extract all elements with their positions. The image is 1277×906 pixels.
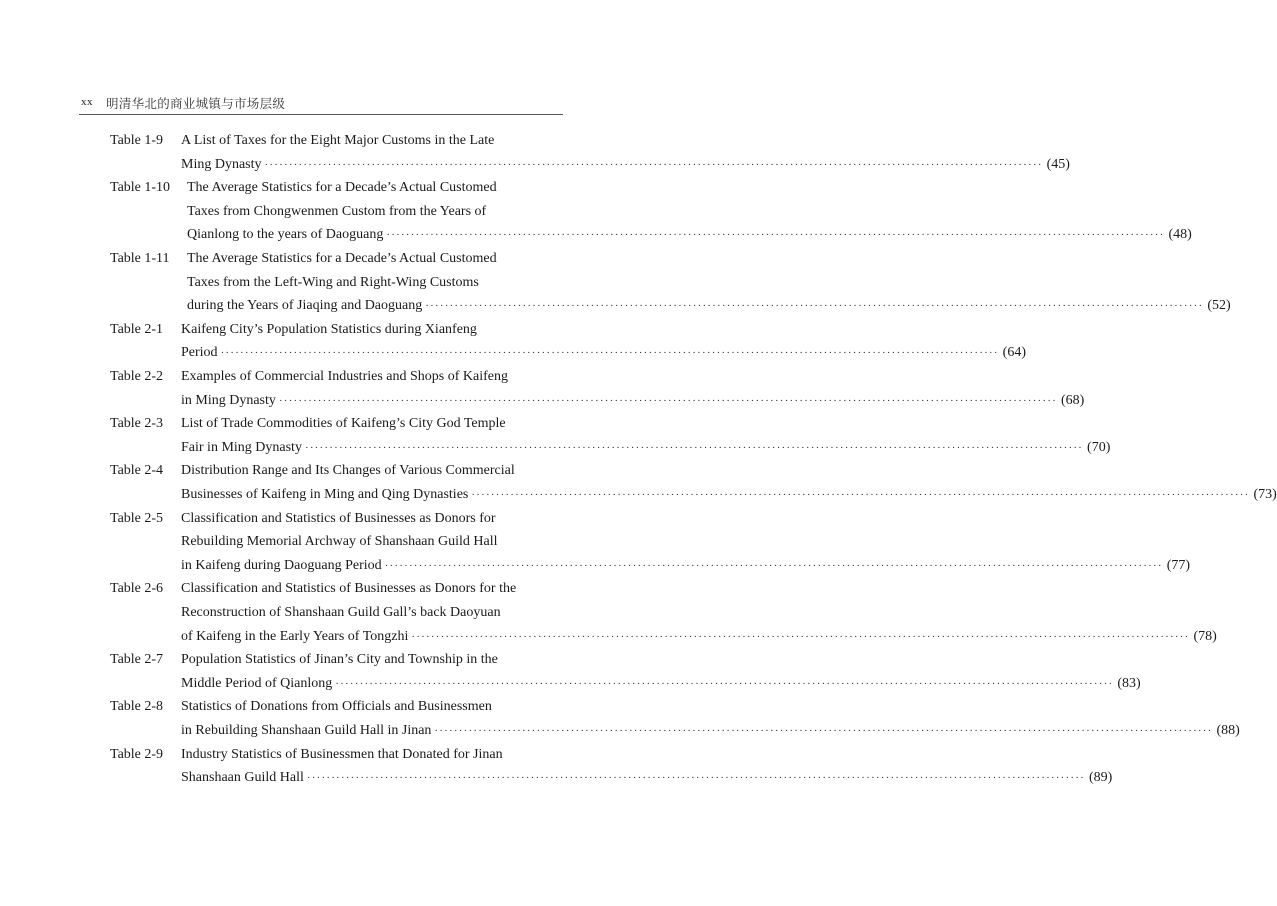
table-title-line: Shanshaan Guild Hall <box>181 770 304 786</box>
dot-leader: ································································································································································ <box>471 489 1250 501</box>
table-title-line: Taxes from Chongwenmen Custom from the Years of <box>187 203 487 219</box>
table-title-line: Distribution Range and Its Changes of Various Commercial <box>181 463 515 479</box>
table-number: Table 2-7 <box>110 652 164 668</box>
table-title-line: The Average Statistics for a Decade’s Actual Customed <box>187 180 497 196</box>
table-number: Table 2-3 <box>110 416 164 432</box>
page-reference: (70) <box>1087 439 1111 455</box>
table-number: Table 2-1 <box>110 321 164 337</box>
page-reference: (83) <box>1117 675 1141 691</box>
table-title-line: Classification and Statistics of Businesses as Donors for <box>181 510 496 526</box>
dot-leader: ································································································································································ <box>220 347 999 360</box>
table-title-line: of Kaifeng in the Early Years of Tongzhi <box>181 628 409 644</box>
dot-leader: ································································································································································ <box>264 158 1043 171</box>
table-title-line: in Kaifeng during Daoguang Period <box>181 557 382 573</box>
table-title-line: Businesses of Kaifeng in Ming and Qing Dynasties <box>181 487 469 502</box>
table-title-line: in Rebuilding Shanshaan Guild Hall in Jinan <box>181 723 432 738</box>
table-title-line: during the Years of Jiaqing and Daoguang <box>187 298 423 314</box>
table-title-line: Taxes from the Left-Wing and Right-Wing Customs <box>187 274 479 290</box>
page-reference: (45) <box>1046 156 1070 172</box>
table-number: Table 2-6 <box>110 581 164 597</box>
table-number: Table 2-9 <box>110 746 164 762</box>
page-number: xx <box>81 96 93 108</box>
table-title-line: Ming Dynasty <box>181 156 262 172</box>
dot-leader: ································································································································································ <box>335 677 1114 690</box>
table-number: Table 2-5 <box>110 510 164 526</box>
table-title-line: Statistics of Donations from Officials and Businessmen <box>181 699 492 715</box>
table-number: Table 1-11 <box>110 251 170 266</box>
table-number: Table 1-9 <box>110 133 164 148</box>
page-reference: (64) <box>1002 345 1026 361</box>
table-title-line: Reconstruction of Shanshaan Guild Gall’s back Daoyuan <box>181 605 501 620</box>
page-reference: (89) <box>1088 770 1113 786</box>
book-title: 明清华北的商业城镇与市场层级 <box>106 96 286 111</box>
dot-leader: ································································································································································ <box>278 394 1057 407</box>
dot-leader: ································································································································································ <box>306 772 1085 785</box>
table-title-line: Industry Statistics of Businessmen that Donated for Jinan <box>181 746 503 762</box>
table-title-line: Kaifeng City’s Population Statistics during Xianfeng <box>181 321 477 337</box>
table-title-line: in Ming Dynasty <box>181 392 276 408</box>
table-title-line: Middle Period of Qianlong <box>181 675 333 691</box>
table-number: Table 2-4 <box>110 463 164 479</box>
table-number: Table 2-2 <box>110 369 164 384</box>
table-title-line: Fair in Ming Dynasty <box>181 439 302 455</box>
table-title-line: The Average Statistics for a Decade’s Actual Customed <box>187 251 497 266</box>
page-reference: (88) <box>1216 723 1240 738</box>
dot-leader: ································································································································································ <box>384 559 1163 572</box>
dot-leader: ································································································································································ <box>411 630 1190 643</box>
table-title-line: List of Trade Commodities of Kaifeng’s City God Temple <box>181 416 506 432</box>
dot-leader: ································································································································································ <box>425 300 1204 313</box>
page-reference: (48) <box>1168 227 1192 243</box>
page-reference: (77) <box>1166 557 1191 573</box>
page-reference: (52) <box>1207 298 1231 314</box>
dot-leader: ································································································································································ <box>434 725 1213 737</box>
table-title-line: Period <box>181 345 218 361</box>
table-title-line: Examples of Commercial Industries and Shops of Kaifeng <box>181 369 508 384</box>
dot-leader: ································································································································································ <box>304 441 1084 454</box>
page-reference: (68) <box>1060 392 1085 408</box>
dot-leader: ································································································································································ <box>386 229 1165 242</box>
table-title-line: Qianlong to the years of Daoguang <box>187 227 384 243</box>
table-number: Table 2-8 <box>110 699 164 715</box>
table-title-line: Rebuilding Memorial Archway of Shanshaan Guild Hall <box>181 534 498 550</box>
page-reference: (73) <box>1253 487 1277 502</box>
table-title-line: Population Statistics of Jinan’s City and Township in the <box>181 652 498 668</box>
page-reference: (78) <box>1193 628 1217 644</box>
table-title-line: A List of Taxes for the Eight Major Customs in the Late <box>181 133 495 148</box>
table-number: Table 1-10 <box>110 180 171 196</box>
table-title-line: Classification and Statistics of Businesses as Donors for the <box>181 581 517 597</box>
